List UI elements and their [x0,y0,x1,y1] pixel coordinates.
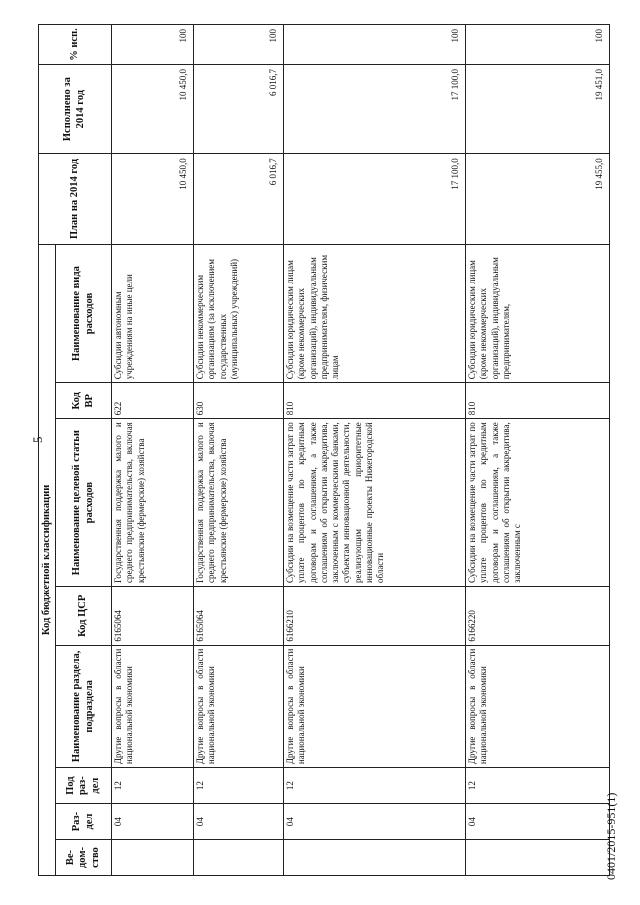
cell-vr-name: Субсидии юридическим лицам (кроме некоммерческих организаций), индивидуальным предпринимателям, [466,244,610,383]
table-row [284,25,466,876]
cell-vedomstvo [194,840,284,876]
cell-csr: 6165064 [112,587,194,646]
cell-vr-name: Субсидии юридическим лицам (кроме некоммерческих организаций), индивидуальным предпринимателям, физическим лицам [284,244,466,383]
cell-razdel: 04 [466,804,610,840]
cell-csr-name: Субсидии на возмещение части затрат по уплате процентов по кредитным договорам и соглашениям, а также соглашениям об открытии аккредитива, заключенным с [466,419,610,587]
header-vr-name: Наименование вида расходов [56,244,112,383]
cell-vedomstvo [466,840,610,876]
cell-razdel: 04 [194,804,284,840]
cell-csr-name: Государственная поддержка малого и среднего предпринимательства, включая крестьянские (фермерские) хозяйства [194,419,284,587]
header-vr: Код ВР [56,383,112,419]
cell-csr: 6165064 [194,587,284,646]
table-header [39,25,112,876]
table-body [112,25,610,876]
cell-vr: 630 [194,383,284,419]
cell-vr-name: Субсидии автономным учреждениям на иные цели [112,244,194,383]
header-pct: % исп. [39,25,112,65]
rotated-table-container [38,24,610,876]
cell-csr-name: Государственная поддержка малого и среднего предпринимательства, включая крестьянские (фермерские) хозяйства [112,419,194,587]
header-vedomstvo: Ве-дом-ство [56,840,112,876]
cell-vedomstvo [284,840,466,876]
cell-vr-name: Субсидии некоммерческим организациям (за исключением государственных (муниципальных) учреждений) [194,244,284,383]
cell-razdel: 04 [112,804,194,840]
cell-pct: 100 [112,25,194,65]
cell-podrazdel: 12 [112,768,194,804]
cell-razdel-name: Другие вопросы в области национальной экономики [112,645,194,768]
cell-pct: 100 [284,25,466,65]
cell-ispolneno: 10 450,0 [112,65,194,154]
cell-razdel-name: Другие вопросы в области национальной экономики [284,645,466,768]
table-row [112,25,194,876]
cell-vedomstvo [112,840,194,876]
cell-razdel: 04 [284,804,466,840]
cell-csr-name: Субсидии на возмещение части затрат по уплате процентов по кредитным договорам и соглашениям, а также соглашениям об открытии аккредитива, заключенным с коммерческими банками, субъектам инновационной деятельности, реализующим приоритетные инновационные проекты Нижегородской области [284,419,466,587]
cell-ispolneno: 17 100,0 [284,65,466,154]
cell-razdel-name: Другие вопросы в области национальной экономики [466,645,610,768]
cell-plan: 19 455,0 [466,154,610,245]
table-row [466,25,610,876]
budget-table [38,24,610,876]
header-budget-classification: Код бюджетной классификации [39,244,56,875]
cell-plan: 17 100,0 [284,154,466,245]
header-plan: План на 2014 год [39,154,112,245]
cell-plan: 10 450,0 [112,154,194,245]
cell-csr: 6166210 [284,587,466,646]
cell-podrazdel: 12 [194,768,284,804]
document-number: 0401/2015-951(1) [604,792,618,880]
header-csr-name: Наименование целевой статьи расходов [56,419,112,587]
cell-csr: 6166220 [466,587,610,646]
cell-pct: 100 [466,25,610,65]
cell-ispolneno: 19 451,0 [466,65,610,154]
cell-podrazdel: 12 [284,768,466,804]
cell-ispolneno: 6 016,7 [194,65,284,154]
cell-vr: 810 [466,383,610,419]
header-ispolneno: Исполнено за 2014 год [39,65,112,154]
header-razdel: Раз-дел [56,804,112,840]
header-podrazdel: Под раз-дел [56,768,112,804]
header-csr: Код ЦСР [56,587,112,646]
cell-podrazdel: 12 [466,768,610,804]
page-number: 5 [30,436,45,443]
cell-razdel-name: Другие вопросы в области национальной экономики [194,645,284,768]
header-razdel-name: Наименование раздела, подраздела [56,645,112,768]
cell-pct: 100 [194,25,284,65]
cell-plan: 6 016,7 [194,154,284,245]
table-row [194,25,284,876]
cell-vr: 622 [112,383,194,419]
cell-vr: 810 [284,383,466,419]
